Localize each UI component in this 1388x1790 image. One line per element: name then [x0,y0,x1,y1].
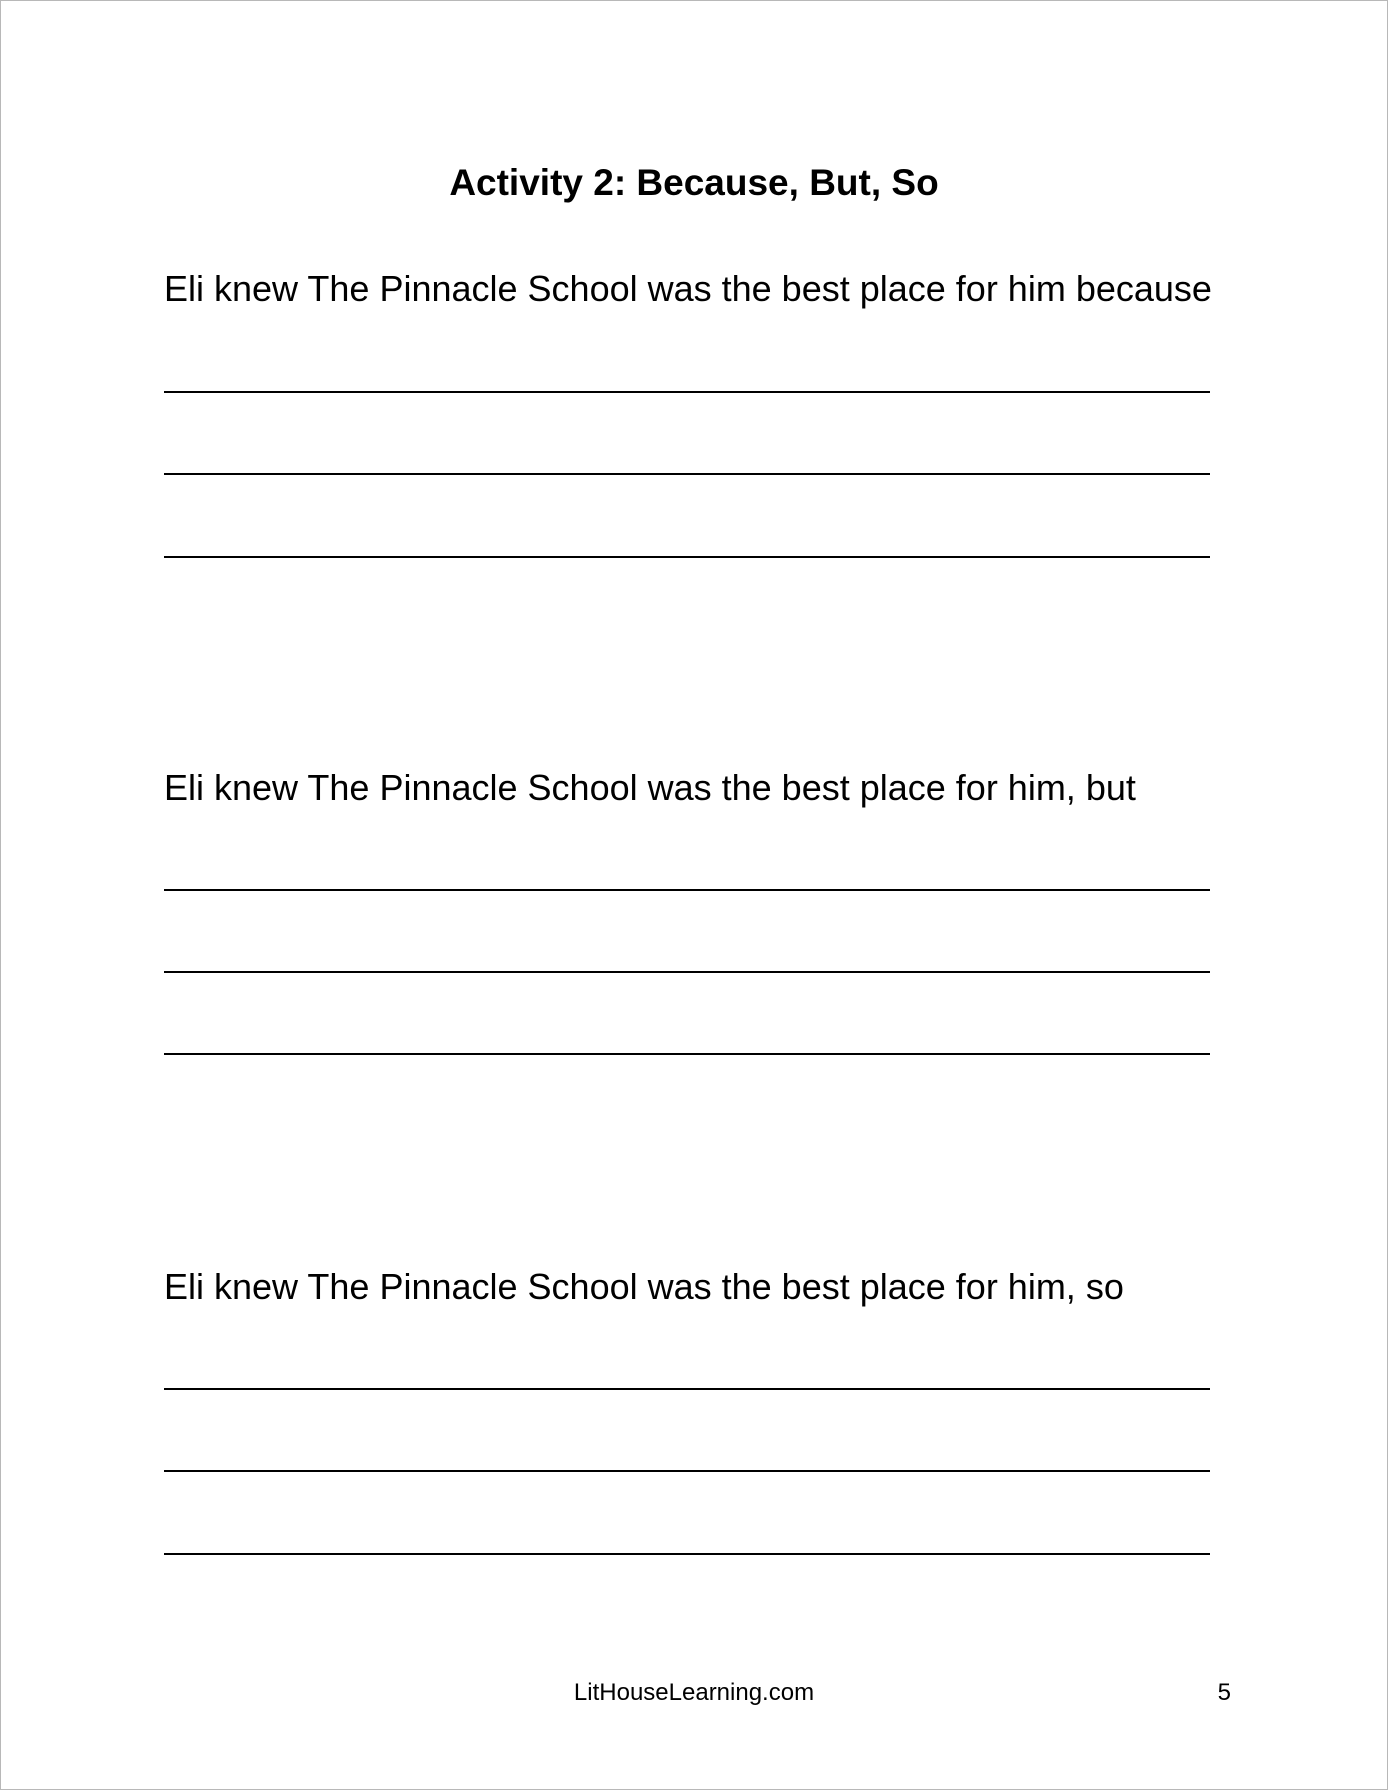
answer-line [164,889,1210,891]
answer-line [164,473,1210,475]
prompt-so: Eli knew The Pinnacle School was the best place for him, so [164,1266,1124,1307]
prompt-but: Eli knew The Pinnacle School was the best place for him, but [164,767,1136,808]
answer-line [164,391,1210,393]
answer-line [164,1470,1210,1472]
answer-line [164,556,1210,558]
answer-line [164,1553,1210,1555]
page-number: 5 [1217,1679,1231,1706]
answer-line [164,1388,1210,1390]
prompt-because: Eli knew The Pinnacle School was the best place for him because [164,268,1212,309]
answer-line [164,1053,1210,1055]
footer-website: LitHouseLearning.com [573,1679,815,1706]
answer-line [164,971,1210,973]
activity-title: Activity 2: Because, But, So [449,162,939,203]
